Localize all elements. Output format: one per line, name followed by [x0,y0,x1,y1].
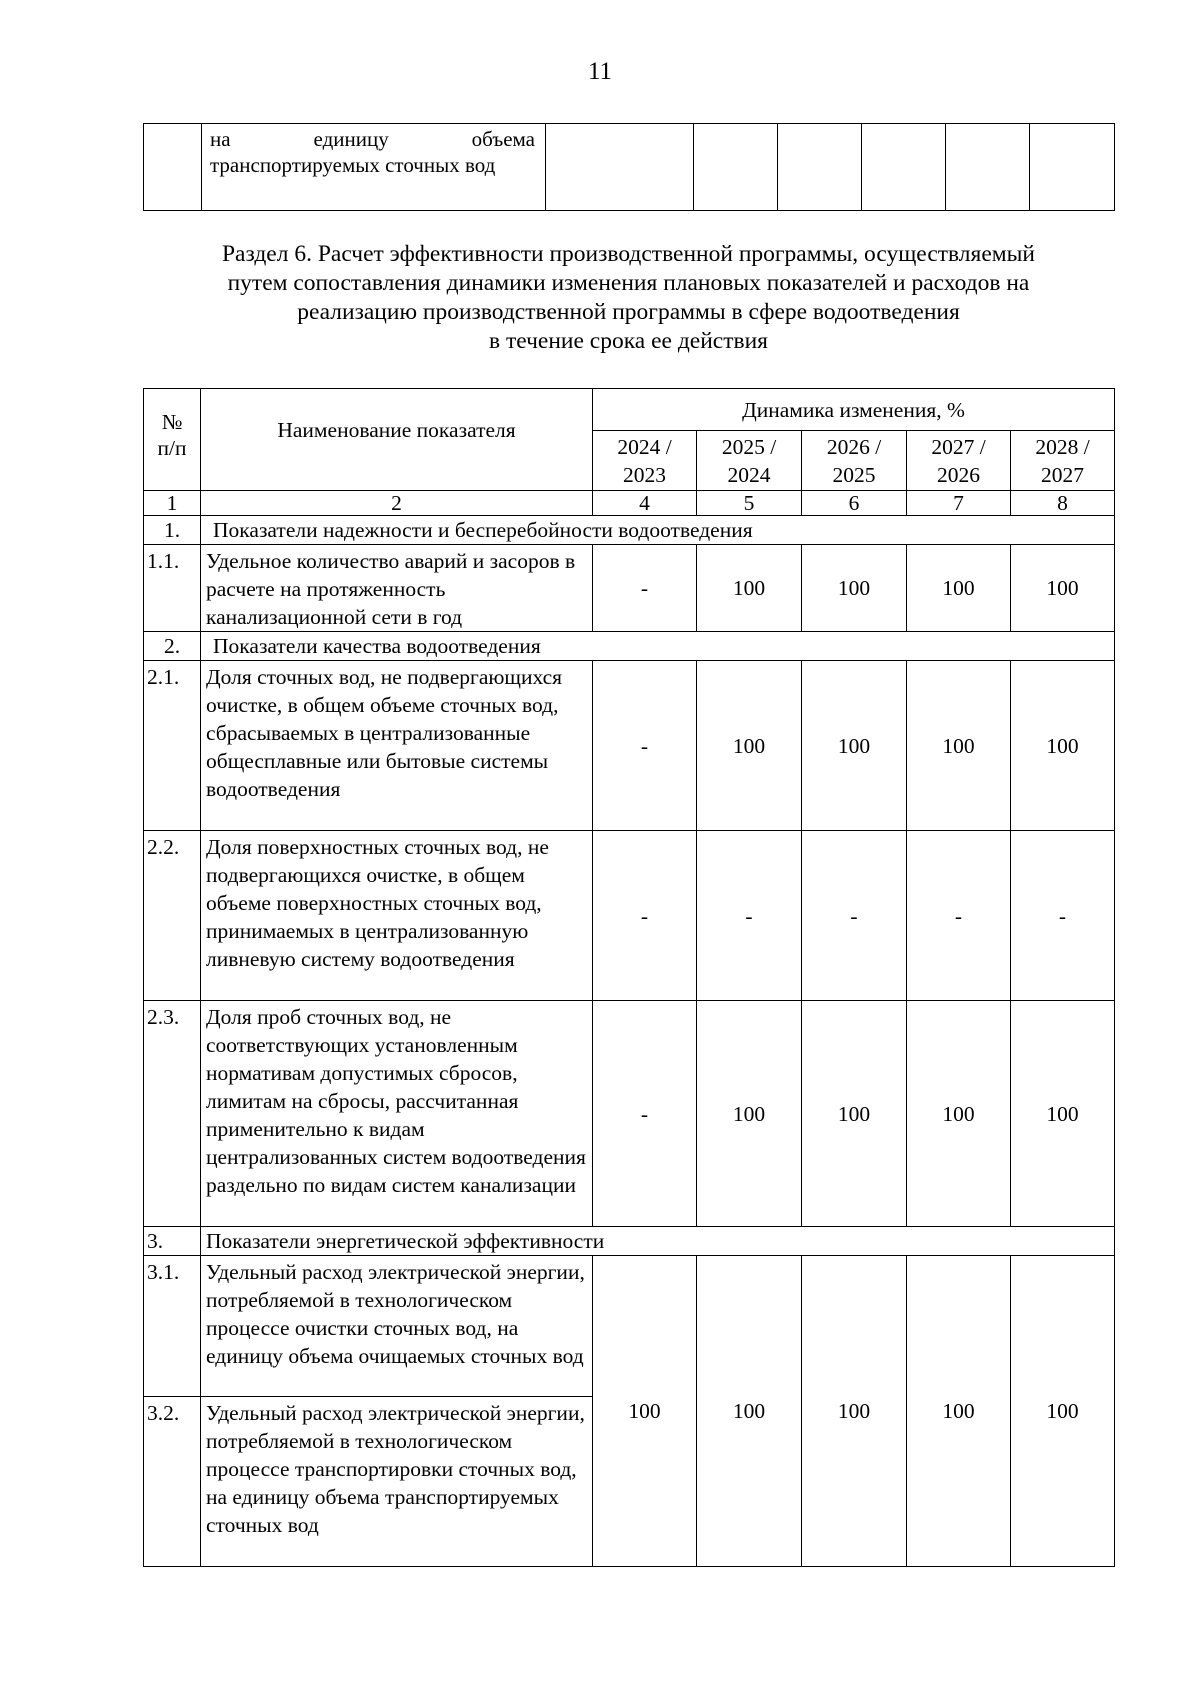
continuation-name-cell: на единицу объема транспортируемых сточных вод [202,124,546,211]
continuation-value-cell [694,124,778,211]
column-number: 4 [593,491,697,516]
header-year-cell [1011,431,1115,491]
section-number: 3. [144,1227,201,1256]
header-num-abbr: п/п [157,435,187,460]
value-cell: 100 [802,661,907,831]
value-cell: 100 [802,1001,907,1227]
section-number: 1. [144,516,201,545]
header-year-cell [593,431,697,491]
value-cell: - [802,831,907,1001]
indicator-name: Удельный расход электрической энергии, потребляемой в технологическом процессе транспортировки сточных вод, на единицу объема транспортируемых сточных вод [201,1397,593,1567]
continuation-value-cell [862,124,946,211]
shared-value-cell: 100 [802,1256,907,1567]
table-row [144,1001,1115,1227]
indicator-name: Удельный расход электрической энергии, потребляемой в технологическом процессе очистки сточных вод, на единицу объема очищаемых сточных вод [201,1256,593,1397]
header-num-cell [144,389,201,491]
year-top: 2027 / [931,434,986,459]
value-cell: - [1011,831,1115,1001]
year-top: 2028 / [1035,434,1090,459]
section-title-line: реализацию производственной программы в сфере водоотведения [297,299,960,325]
value-cell: - [593,661,697,831]
column-numbers-row [144,491,1115,516]
column-number: 7 [907,491,1011,516]
section-row [144,632,1115,661]
value-cell: - [593,545,697,632]
year-bottom: 2026 [937,462,980,487]
value-cell: 100 [1011,545,1115,632]
value-cell: 100 [907,545,1011,632]
column-number: 5 [697,491,802,516]
table-row [144,661,1115,831]
year-bottom: 2023 [623,462,666,487]
header-year-cell [802,431,907,491]
value-cell: - [697,831,802,1001]
section-row [144,1227,1115,1256]
header-year-cell [907,431,1011,491]
value-cell: 100 [697,661,802,831]
page-number: 11 [587,58,613,85]
value-cell: - [907,831,1011,1001]
header-dynamics-cell: Динамика изменения, % [593,389,1115,431]
shared-value-cell: 100 [907,1256,1011,1567]
continuation-value-cell [946,124,1030,211]
indicator-name: Удельное количество аварий и засоров в расчете на протяженность канализационной сети в год [201,545,593,632]
continuation-value-cell [1030,124,1115,211]
continuation-row [144,124,1115,211]
year-bottom: 2027 [1041,462,1084,487]
header-row [144,389,1115,431]
row-number: 3.1. [144,1256,201,1397]
shared-value-cell: 100 [1011,1256,1115,1567]
continuation-table [143,123,1115,211]
value-cell: 100 [1011,1001,1115,1227]
year-bottom: 2024 [727,462,771,487]
indicator-name: Доля сточных вод, не подвергающихся очистке, в общем объеме сточных вод, сбрасываемых в централизованные общесплавные или бытовые системы водоотведения [201,661,593,831]
value-cell: 100 [1011,661,1115,831]
indicator-name: Доля проб сточных вод, не соответствующих установленным нормативам допустимых сбросов, лимитам на сбросы, рассчитанная применительно к видам централизованных систем водоотведения раздельно по видам систем канализации [201,1001,593,1227]
section-heading: Показатели надежности и бесперебойности водоотведения [201,516,1115,545]
section-heading: Показатели качества водоотведения [201,632,1115,661]
table-row [144,831,1115,1001]
section-title [143,240,1114,356]
row-number: 2.2. [144,831,201,1001]
row-number: 1.1. [144,545,201,632]
section-heading: Показатели энергетической эффективности [201,1227,1115,1256]
header-num-symbol: № [161,409,183,434]
row-number: 2.1. [144,661,201,831]
year-top: 2025 / [721,434,777,459]
column-number: 6 [802,491,907,516]
section-title-line: в течение срока ее действия [489,328,768,354]
year-top: 2026 / [826,434,882,459]
value-cell: 100 [697,545,802,632]
continuation-value-cell [778,124,862,211]
value-cell: 100 [802,545,907,632]
value-cell: 100 [697,1001,802,1227]
row-number: 2.3. [144,1001,201,1227]
table-row [144,545,1115,632]
value-cell: 100 [907,661,1011,831]
shared-value-cell: 100 [697,1256,802,1567]
indicator-name: Доля поверхностных сточных вод, не подвергающихся очистке, в общем объеме поверхностных сточных вод, принимаемых в централизованную ливневую систему водоотведения [201,831,593,1001]
section-title-line: Раздел 6. Расчет эффективности производственной программы, осуществляемый [221,241,1036,267]
continuation-num-cell [144,124,202,211]
value-cell: - [593,831,697,1001]
column-number: 1 [144,491,201,516]
continuation-value-cell [546,124,694,211]
section-title-line: путем сопоставления динамики изменения плановых показателей и расходов на [227,270,1030,296]
value-cell: 100 [907,1001,1011,1227]
value-cell: - [593,1001,697,1227]
section-row [144,516,1115,545]
row-number: 3.2. [144,1397,201,1567]
column-number: 2 [201,491,593,516]
table-row [144,1256,1115,1397]
header-year-cell [697,431,802,491]
year-top: 2024 / [617,434,672,459]
shared-value-cell: 100 [593,1256,697,1567]
column-number: 8 [1011,491,1115,516]
section-number: 2. [144,632,201,661]
efficiency-table [143,388,1115,1567]
year-bottom: 2025 [832,462,876,487]
header-name-cell: Наименование показателя [201,389,593,491]
